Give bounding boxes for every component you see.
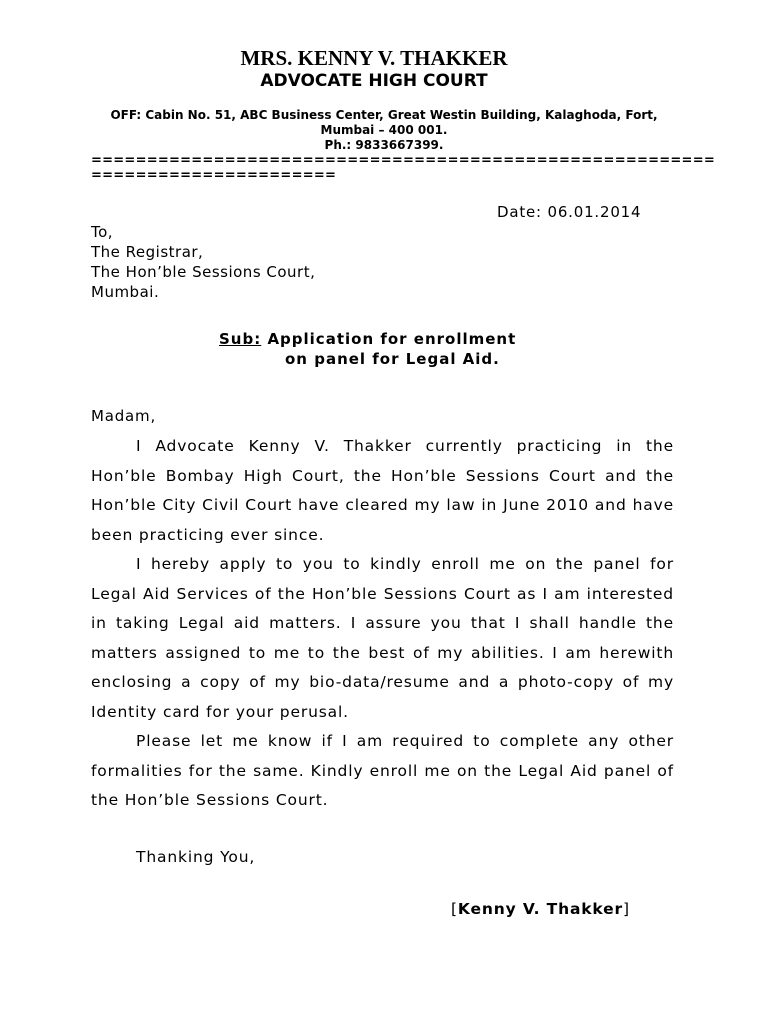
letter-body xyxy=(91,432,674,816)
subject-label: Sub: xyxy=(219,330,262,348)
signature-close-bracket: ] xyxy=(623,900,630,918)
salutation: Madam, xyxy=(91,407,157,425)
subject-line-continued: on panel for Legal Aid. xyxy=(285,350,500,368)
subject-line xyxy=(219,330,516,348)
addressee-city: Mumbai. xyxy=(91,283,160,301)
body-paragraph: Please let me know if I am required to complete any other formalities for the same. Kindly enroll me on the Legal Aid panel of the Hon’ble Sessions Court. xyxy=(91,732,674,809)
addressee-block xyxy=(91,222,315,302)
office-phone: Ph.: 9833667399. xyxy=(324,138,444,152)
signature-open-bracket: [ xyxy=(451,900,458,918)
closing: Thanking You, xyxy=(136,848,256,866)
signature xyxy=(451,900,630,918)
letterhead-name: MRS. KENNY V. THAKKER xyxy=(240,46,508,70)
header-rule-line: ======================================================== xyxy=(91,153,715,168)
header-rule-line-continued: ====================== xyxy=(91,168,337,183)
body-paragraph: I Advocate Kenny V. Thakker currently practicing in the Hon’ble Bombay High Court, the Hon’ble Sessions Court and the Hon’ble City Civil Court have cleared my law in June 2010 and have been practicing ever since. xyxy=(91,437,674,544)
letterhead-title: ADVOCATE HIGH COURT xyxy=(260,71,488,91)
subject-text: Application for enrollment xyxy=(261,330,517,348)
body-paragraph: I hereby apply to you to kindly enroll me on the panel for Legal Aid Services of the Hon’ble Sessions Court as I am interested in taking Legal aid matters. I assure you that I shall handle the matters assigned to me to the best of my abilities. I am herewith enclosing a copy of my bio-data/resume and a photo-copy of my Identity card for your perusal. xyxy=(91,555,674,721)
office-address-city: Mumbai – 400 001. xyxy=(320,123,448,137)
addressee-court: The Hon’ble Sessions Court, xyxy=(91,263,316,281)
addressee-to: To, xyxy=(91,223,114,241)
addressee-recipient: The Registrar, xyxy=(91,243,204,261)
letter-date: Date: 06.01.2014 xyxy=(497,203,642,221)
office-address-line: OFF: Cabin No. 51, ABC Business Center, Great Westin Building, Kalaghoda, Fort, xyxy=(110,108,658,122)
signature-name: Kenny V. Thakker xyxy=(457,900,624,918)
